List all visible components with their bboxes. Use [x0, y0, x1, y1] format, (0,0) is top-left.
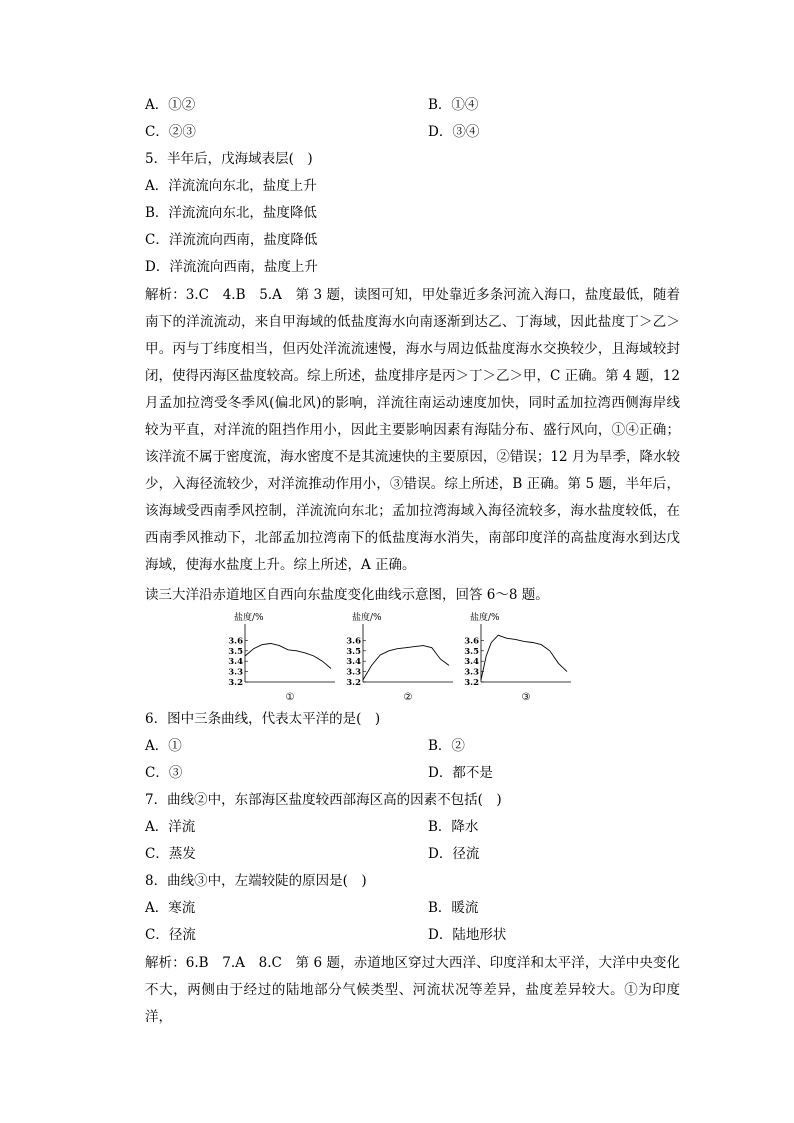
chart-3-ylabel: 盐度/% — [470, 613, 500, 623]
chart-2-tick-label: 3.3 — [346, 667, 361, 678]
q5-option-b[interactable]: B．洋流流向东北，盐度降低 — [145, 205, 317, 221]
chart-1-tick-label: 3.6 — [228, 636, 243, 647]
chart-3-caption: ③ — [521, 692, 531, 703]
chart-2-ylabel: 盐度/% — [352, 613, 382, 623]
q7-stem: 7．曲线②中，东部海区盐度较西部海区高的因素不包括( ) — [145, 792, 502, 808]
chart-2-series-line — [363, 646, 449, 680]
q6-option-c[interactable]: C．③ — [145, 765, 183, 781]
chart-1-series-line — [245, 644, 331, 669]
chart-3-tick-label: 3.2 — [464, 678, 479, 688]
chart-1-ylabel: 盐度/% — [234, 613, 264, 623]
salinity-charts — [225, 610, 575, 705]
q7-option-d[interactable]: D．径流 — [428, 846, 480, 862]
q8-option-c[interactable]: C．径流 — [145, 927, 196, 943]
q4-option-c[interactable]: C．②③ — [145, 124, 196, 140]
chart-intro: 读三大洋沿赤道地区自西向东盐度变化曲线示意图，回答 6～8 题。 — [145, 587, 549, 603]
chart-2-tick-label: 3.6 — [346, 636, 361, 647]
q6-stem: 6．图中三条曲线，代表太平洋的是( ) — [145, 711, 381, 727]
chart-3-tick-label: 3.3 — [464, 667, 479, 678]
q4-option-d[interactable]: D．③④ — [428, 124, 480, 140]
q4-option-b[interactable]: B．①④ — [428, 97, 479, 113]
q5-option-a[interactable]: A．洋流流向东北，盐度上升 — [145, 178, 317, 194]
chart-3-tick-label: 3.4 — [464, 657, 479, 668]
q7-option-b[interactable]: B．降水 — [428, 819, 479, 835]
chart-1-caption: ① — [285, 692, 295, 703]
chart-3-tick-label: 3.5 — [464, 646, 479, 657]
chart-2-caption: ② — [403, 692, 413, 703]
chart-1-tick-label: 3.2 — [228, 678, 243, 688]
q7-option-a[interactable]: A．洋流 — [145, 819, 196, 835]
q8-option-d[interactable]: D．陆地形状 — [428, 927, 507, 943]
q7-option-c[interactable]: C．蒸发 — [145, 846, 196, 862]
chart-2-tick-label: 3.4 — [346, 657, 361, 668]
analysis-6-8: 解析：6.B 7.A 8.C 第 6 题，赤道地区穿过大西洋、印度洋和太平洋，大洋中央变化不大，两侧由于经过的陆地部分气候类型、河流状况等差异，盐度差异较大。①为印度洋， — [145, 955, 680, 1025]
chart-1-tick-label: 3.3 — [228, 667, 243, 678]
chart-2-tick-label: 3.5 — [346, 646, 361, 657]
q5-option-d[interactable]: D．洋流流向西南，盐度上升 — [145, 259, 318, 275]
q8-option-b[interactable]: B．暖流 — [428, 900, 479, 916]
q5-stem: 5．半年后，戊海域表层( ) — [145, 151, 313, 167]
chart-1-tick-label: 3.4 — [228, 657, 243, 668]
q8-stem: 8．曲线③中，左端较陡的原因是( ) — [145, 873, 367, 889]
q5-option-c[interactable]: C．洋流流向西南，盐度降低 — [145, 232, 318, 248]
chart-3-tick-label: 3.6 — [464, 636, 479, 647]
q6-option-d[interactable]: D．都不是 — [428, 765, 493, 781]
q8-option-a[interactable]: A．寒流 — [145, 900, 196, 916]
analysis-3-5: 解析：3.C 4.B 5.A 第 3 题，读图可知，甲处靠近多条河流入海口，盐度最低，随着南下的洋流流动，来自甲海域的低盐度海水向南逐渐到达乙、丁海域，因此盐度丁＞乙＞甲。丙与丁纬度相当，但丙处洋流流速慢，海水与周边低盐度海水交换较少，且海域较封闭，使得丙海区盐度较高。综上所述，盐度排序是丙＞丁＞乙＞甲，C 正确。第 4 题，12 月孟加拉湾受冬季风(偏北风)的影响，洋流往南运动速度加快，同时孟加拉湾西侧海岸线较为平直，对洋流的阻挡作用小，因此主要影响因素有海陆分布、盛行风向，①④正确；该洋流不属于密度流，海水密度不是其流速快的主要原因，②错误；12 月为旱季，降水较少，入海径流较少，对洋流推动作用小，③错误。综上所述，B 正确。第 5 题，半年后，该海域受西南季风控制，洋流流向东北；孟加拉湾海域入海径流较多，海水盐度较低，在西南季风推动下，北部孟加拉湾南下的低盐度海水消失，南部印度洋的高盐度海水到达戊海域，使海水盐度上升。综上所述，A 正确。 — [145, 287, 680, 573]
q6-option-a[interactable]: A．① — [145, 738, 182, 754]
q6-option-b[interactable]: B．② — [428, 738, 465, 754]
chart-1-tick-label: 3.5 — [228, 646, 243, 657]
chart-3-series-line — [481, 635, 567, 680]
chart-2-tick-label: 3.2 — [346, 678, 361, 688]
q4-option-a[interactable]: A．①② — [145, 97, 196, 113]
